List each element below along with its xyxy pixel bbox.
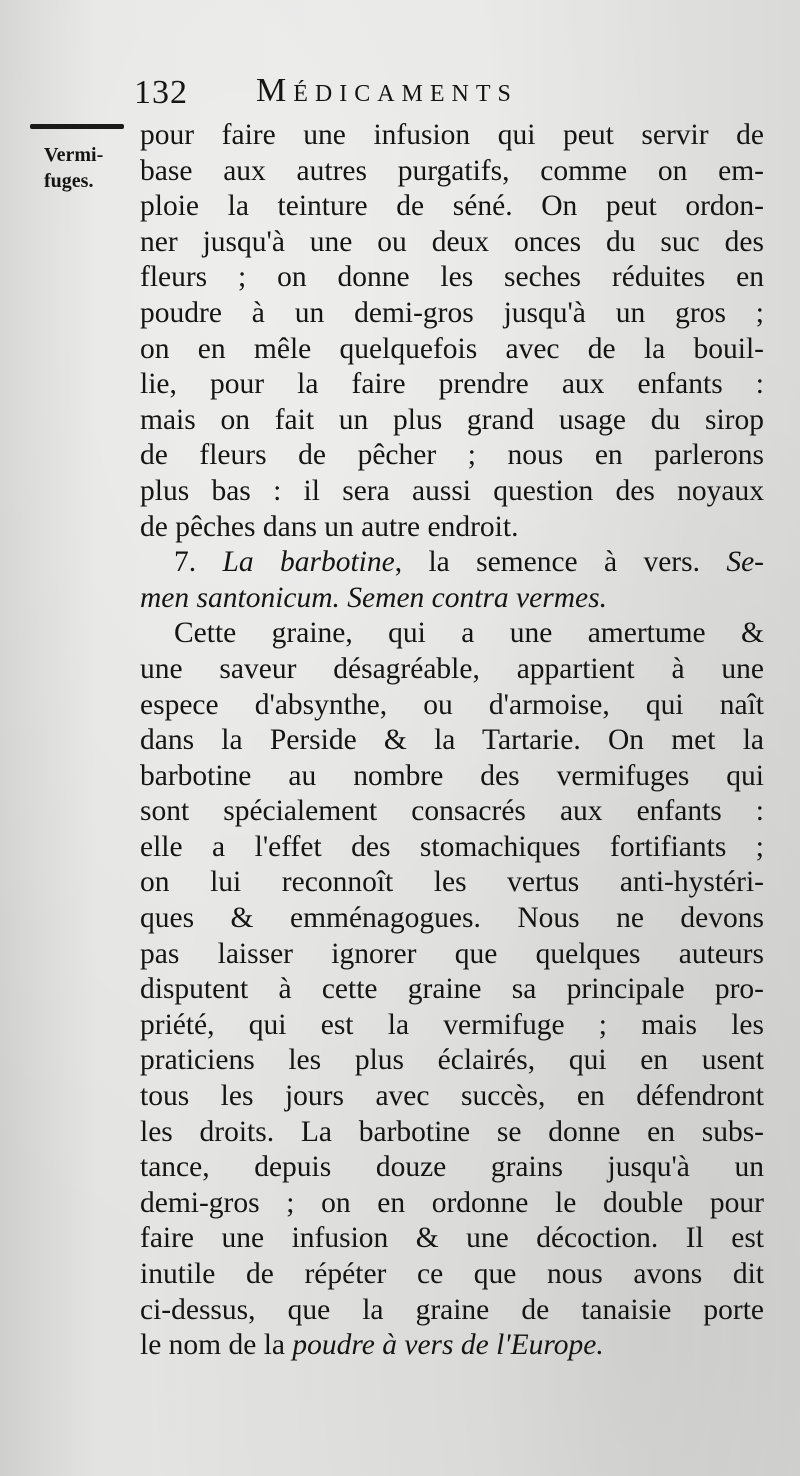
text-line: priété, qui est la vermifuge ; mais les bbox=[140, 1008, 764, 1041]
text-line: pour faire une infusion qui peut servir de bbox=[140, 119, 764, 151]
latin-name: men santonicum. Semen contra vermes. bbox=[140, 581, 607, 614]
text-line: les droits. La barbotine se donne en subs- bbox=[140, 1115, 764, 1148]
text-line: tance, depuis douze grains jusqu'à un bbox=[140, 1151, 764, 1184]
text-line: tous les jours avec succès, en défendront bbox=[140, 1080, 764, 1113]
text-line: espece d'absynthe, ou d'armoise, qui naît bbox=[140, 688, 764, 721]
section-title-roman: , la semence à vers. bbox=[394, 546, 700, 579]
running-title: Médicaments bbox=[256, 72, 518, 109]
text-line: on en mêle quelquefois avec de la bouil- bbox=[140, 332, 764, 365]
text-line: ques & emménagogues. Nous ne devons bbox=[140, 902, 764, 935]
text-line: de fleurs de pêcher ; nous en parlerons bbox=[140, 439, 764, 472]
text-line: base aux autres purgatifs, comme on em- bbox=[140, 154, 764, 187]
margin-note-line: Vermi- bbox=[44, 144, 104, 166]
text-line: pas laisser ignorer que quelques auteurs bbox=[140, 937, 764, 970]
text-line: mais on fait un plus grand usage du sirop bbox=[140, 403, 764, 436]
text-line: inutile de répéter ce que nous avons dit bbox=[140, 1258, 764, 1290]
text-line: fleurs ; on donne les seches réduites en bbox=[140, 261, 764, 294]
section-heading-continued bbox=[140, 581, 764, 617]
text-line: barbotine au nombre des vermifuges qui bbox=[140, 759, 764, 792]
page-number: 132 bbox=[134, 74, 188, 111]
margin-rule bbox=[30, 124, 124, 129]
text-line: plus bas : il sera aussi question des noyaux bbox=[140, 474, 764, 507]
text-line bbox=[140, 1328, 764, 1364]
text-line: lie, pour la faire prendre aux enfants : bbox=[140, 368, 764, 401]
text-line: ner jusqu'à une ou deux onces du suc des bbox=[140, 225, 764, 258]
text-line: ploie la teinture de séné. On peut ordon- bbox=[140, 190, 764, 223]
margin-note-line: fuges. bbox=[44, 170, 94, 192]
text-line: demi-gros ; on en ordonne le double pour bbox=[140, 1186, 764, 1219]
margin-note bbox=[44, 142, 136, 194]
latin-name: Se- bbox=[726, 546, 764, 579]
text-line: on lui reconnoît les vertus anti-hystéri- bbox=[140, 866, 764, 899]
text-line: Cette graine, qui a une amertume & bbox=[174, 617, 764, 650]
text-line: dans la Perside & la Tartarie. On met la bbox=[140, 724, 764, 757]
final-line-italic: poudre à vers de l'Europe. bbox=[292, 1329, 604, 1362]
final-line-roman: le nom de la bbox=[140, 1329, 285, 1362]
section-number: 7. bbox=[174, 546, 197, 579]
text-line: ci-dessus, que la graine de tanaisie porte bbox=[140, 1293, 764, 1326]
section-title-italic: La barbotine bbox=[222, 546, 395, 579]
section-heading bbox=[140, 545, 764, 581]
body-text bbox=[140, 118, 764, 1364]
text-line: sont spécialement consacrés aux enfants : bbox=[140, 795, 764, 828]
text-line: de pêches dans un autre endroit. bbox=[140, 510, 519, 543]
text-line: une saveur désagréable, appartient à une bbox=[140, 652, 764, 685]
text-line: faire une infusion & une décoction. Il est bbox=[140, 1222, 764, 1255]
text-line: disputent à cette graine sa principale pro- bbox=[140, 973, 764, 1006]
text-line: elle a l'effet des stomachiques fortifiants ; bbox=[140, 830, 764, 863]
page-header bbox=[0, 70, 800, 120]
text-line: poudre à un demi-gros jusqu'à un gros ; bbox=[140, 296, 764, 329]
text-line: praticiens les plus éclairés, qui en usent bbox=[140, 1044, 764, 1077]
